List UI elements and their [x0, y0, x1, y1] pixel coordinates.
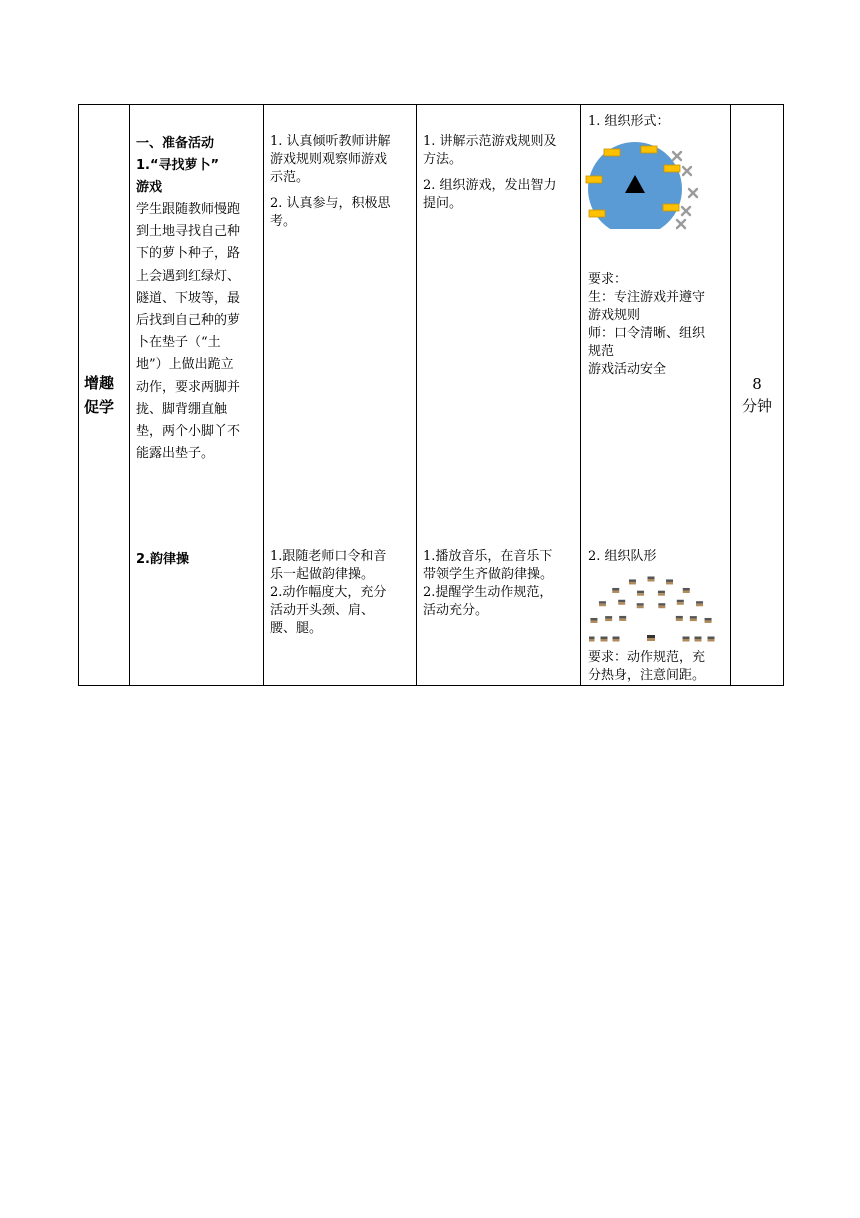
obstacle-cross-icon: [682, 207, 690, 215]
mat-icon: [604, 149, 620, 156]
student-icon: [605, 616, 612, 621]
requirement-line: 师：口令清晰、组织: [588, 326, 706, 341]
student-icon: [683, 637, 690, 642]
part1-heading: 一、准备活动: [136, 136, 215, 151]
student-cell: [264, 105, 417, 686]
description-line: 学生跟随教师慢跑: [136, 202, 241, 217]
mat-icon: [664, 165, 680, 172]
description-line: 动作，要求两脚并: [136, 379, 241, 395]
teacher-line: 方法。: [423, 152, 463, 167]
student-line: 2.动作幅度大，充分: [270, 585, 387, 600]
mat-icon: [586, 176, 602, 183]
section-cell: [79, 105, 130, 686]
student-icon: [612, 588, 619, 593]
part1-title-line1: 1.“寻找萝卜”: [136, 158, 220, 173]
lesson-plan-table: [78, 104, 784, 686]
obstacle-cross-icon: [673, 152, 681, 160]
teacher-line: 带领学生齐做韵律操。: [423, 567, 554, 582]
requirement-line: 分热身，注意间距。: [588, 668, 706, 683]
student-part2: [270, 548, 415, 638]
student-icon: [658, 603, 665, 608]
requirement-line: 游戏活动安全: [588, 362, 667, 377]
description-line: 卜在垫子（“土: [136, 335, 221, 351]
description-line: 垫，两个小脚丫不: [136, 424, 241, 440]
org-part1-title: 1. 组织形式：: [588, 114, 670, 129]
teacher-line: 2. 组织游戏，发出智力: [423, 178, 557, 193]
obstacle-cross-icon: [683, 167, 691, 175]
part1-content: [136, 133, 261, 465]
student-icon: [613, 637, 620, 642]
description-line: 到土地寻找自己种: [136, 224, 241, 240]
student-icon: [696, 601, 703, 606]
warmup-formation-diagram: [589, 569, 727, 649]
teacher-part2: [423, 548, 579, 620]
student-icon: [637, 603, 644, 608]
teacher-line: 提问。: [423, 196, 463, 211]
student-icon: [629, 579, 636, 584]
time-duration: [731, 373, 783, 417]
description-line: 后找到自己种的萝: [136, 313, 241, 329]
obstacle-cross-icon: [689, 189, 697, 197]
student-icon: [705, 618, 712, 623]
student-icon: [677, 600, 684, 605]
requirement-line: 规范: [588, 344, 615, 359]
section-title: 增趣促学: [84, 374, 115, 416]
content-cell: [130, 105, 264, 686]
requirement-line: 生：专注游戏并遵守: [588, 290, 706, 305]
student-icon: [601, 637, 608, 642]
student-line: 2. 认真参与，积极思: [270, 196, 391, 211]
student-icon: [658, 591, 665, 596]
student-line: 活动开头颈、肩、: [270, 603, 375, 618]
teacher-line: 活动充分。: [423, 603, 489, 618]
part2-title: 2.韵律操: [136, 552, 189, 567]
description-line: 下的萝卜种子，路: [136, 246, 241, 262]
org-part1-requirements: [588, 271, 730, 379]
student-icon: [708, 637, 715, 642]
game-formation-diagram: [585, 141, 707, 233]
student-icon: [690, 616, 697, 621]
student-part1: [270, 133, 415, 231]
requirement-line: 游戏规则: [588, 308, 641, 323]
student-icon: [599, 601, 606, 606]
teacher-line: 1.播放音乐，在音乐下: [423, 549, 553, 564]
student-line: 示范。: [270, 170, 310, 185]
student-icon: [590, 618, 597, 623]
student-line: 腰、腿。: [270, 621, 323, 636]
org-part2-title: 2. 组织队形: [588, 549, 657, 564]
teacher-line: 1. 讲解示范游戏规则及: [423, 134, 557, 149]
part1-title-line2: 游戏: [136, 180, 163, 195]
student-icon: [619, 616, 626, 621]
requirement-line: 要求：动作规范，充: [588, 650, 706, 665]
student-line: 游戏规则观察师游戏: [270, 152, 388, 167]
mat-icon: [663, 204, 679, 211]
student-icon: [683, 588, 690, 593]
student-icon: [695, 637, 702, 642]
description-line: 能露出垫子。: [136, 446, 215, 462]
mat-icon: [641, 146, 657, 153]
time-value: 8: [752, 375, 762, 393]
student-line: 乐一起做韵律操。: [270, 567, 375, 582]
description-line: 拢、脚背绷直触: [136, 401, 228, 417]
description-line: 地”）上做出跪立: [136, 357, 234, 373]
student-line: 考。: [270, 214, 297, 229]
time-unit: 分钟: [741, 397, 772, 415]
description-line: 上会遇到红绿灯、: [136, 268, 241, 284]
teacher-line: 2.提醒学生动作规范，: [423, 585, 553, 600]
teacher-part1: [423, 133, 579, 213]
requirement-line: 要求：: [588, 272, 628, 287]
student-icon: [648, 577, 655, 582]
org-part2-requirements: [588, 649, 730, 685]
student-icon: [666, 579, 673, 584]
teacher-cell: [417, 105, 581, 686]
student-icon: [676, 616, 683, 621]
teacher-icon: [647, 635, 655, 641]
student-line: 1.跟随老师口令和音: [270, 549, 387, 564]
student-icon: [589, 637, 595, 642]
mat-icon: [589, 210, 605, 217]
student-icon: [618, 600, 625, 605]
time-cell: [731, 105, 784, 686]
part1-description: [136, 199, 261, 465]
obstacle-cross-icon: [677, 220, 685, 228]
description-line: 隧道、下坡等，最: [136, 290, 241, 306]
organization-cell: [581, 105, 731, 686]
student-icon: [637, 591, 644, 596]
student-line: 1. 认真倾听教师讲解: [270, 134, 391, 149]
